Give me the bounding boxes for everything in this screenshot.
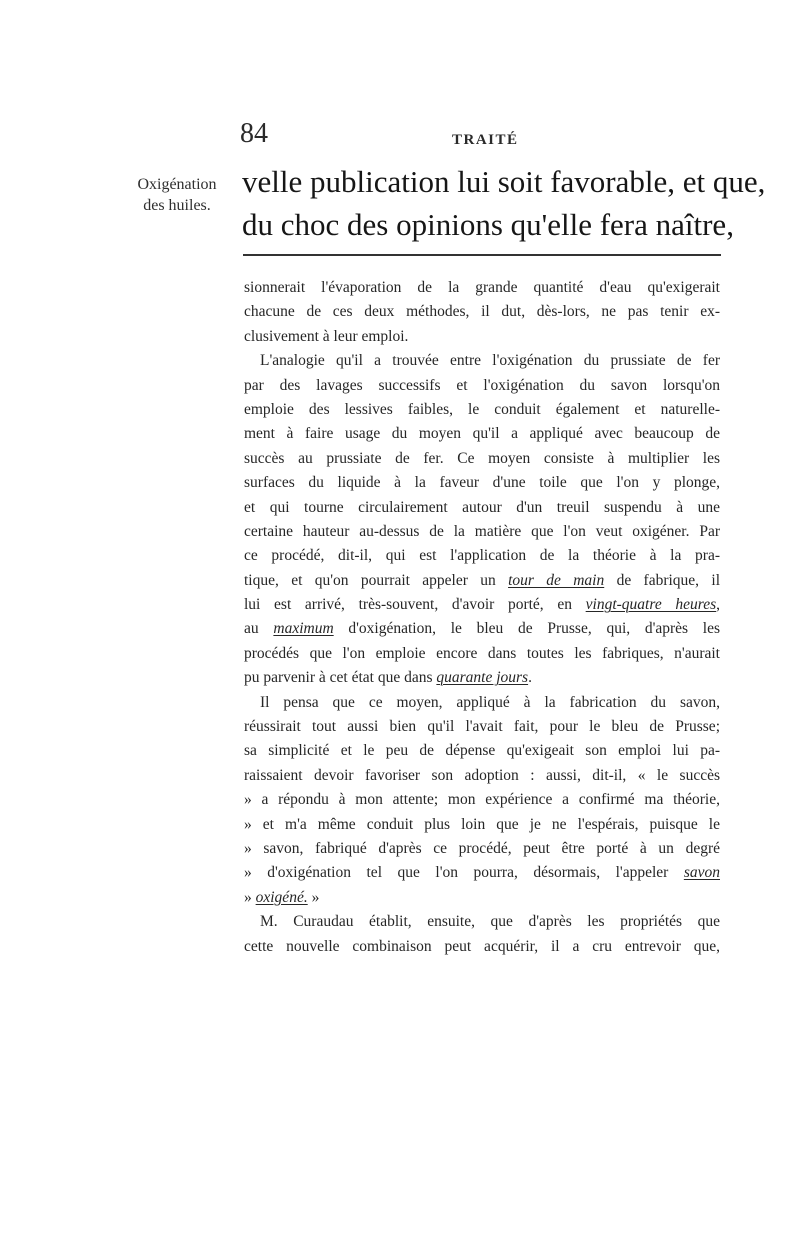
text-line — [244, 617, 720, 641]
text-segment: d'oxigénation, le bleu de Prusse, qui, d'après les — [348, 620, 720, 638]
text-line — [244, 886, 720, 910]
text-segment: de fabrique, il — [616, 571, 720, 589]
text-line: par des lavages successifs et l'oxigénation du savon lorsqu'on — [244, 376, 720, 394]
previous-page-fragment — [242, 160, 766, 246]
text-line: raissaient devoir favoriser son adoption : aussi, dit-il, « le succès — [244, 766, 720, 784]
text-line: succès au prussiate de fer. Ce moyen consiste à multiplier les — [244, 449, 720, 467]
text-segment: au — [244, 620, 259, 638]
text-line — [244, 666, 720, 690]
italic-phrase: maximum — [273, 620, 334, 638]
text-line: M. Curaudau établit, ensuite, que d'après les propriétés que — [260, 913, 720, 931]
running-title: TRAITÉ — [452, 132, 519, 148]
margin-note-line-2: des huiles. — [143, 197, 211, 214]
text-line: sa simplicité et le peu de dépense qu'exigeait son emploi lui pa- — [244, 742, 720, 760]
text-segment: lui est arrivé, très-souvent, d'avoir porté, en — [244, 596, 572, 614]
text-line: certaine hauteur au-dessus de la matière que l'on veut oxigéner. Par — [244, 522, 720, 540]
text-line: chacune de ces deux méthodes, il dut, dès-lors, ne pas tenir ex- — [244, 303, 720, 321]
text-line: Il pensa que ce moyen, appliqué à la fabrication du savon, — [260, 693, 720, 711]
text-line: surfaces du liquide à la faveur d'une toile que l'on y plonge, — [244, 474, 720, 492]
text-line: et qui tourne circulairement autour d'un treuil suspendu à une — [244, 498, 720, 516]
italic-phrase: vingt-quatre heures — [585, 596, 717, 614]
text-line: réussirait tout aussi bien qu'il l'avait fait, pour le bleu de Prusse; — [244, 718, 720, 736]
text-segment: , — [716, 596, 720, 614]
text-line: » et m'a même conduit plus loin que je ne l'espérais, puisque le — [244, 815, 720, 833]
text-line: » savon, fabriqué d'après ce procédé, peut être porté à un degré — [244, 839, 720, 857]
margin-note-line-1: Oxigénation — [137, 176, 217, 193]
body-text — [244, 276, 720, 959]
text-line: procédés que l'on emploie encore dans toutes les fabriques, n'aurait — [244, 644, 720, 662]
separator-rule — [243, 254, 721, 256]
text-line — [244, 861, 720, 885]
margin-note — [118, 174, 236, 216]
fragment-line-2: du choc des opinions qu'elle fera naître, — [242, 207, 734, 242]
text-line: » a répondu à mon attente; mon expérience a confirmé ma théorie, — [244, 791, 720, 809]
italic-phrase: savon — [683, 864, 720, 882]
text-segment: tique, et qu'on pourrait appeler un — [244, 571, 496, 589]
text-line: clusivement à leur emploi. — [244, 327, 409, 345]
text-segment: » d'oxigénation tel que l'on pourra, désormais, l'appeler — [244, 864, 669, 882]
italic-phrase: oxigéné. — [255, 888, 308, 906]
text-line: L'analogie qu'il a trouvée entre l'oxigénation du prussiate de fer — [260, 352, 720, 370]
text-segment: » — [244, 888, 252, 906]
text-line: sionnerait l'évaporation de la grande quantité d'eau qu'exigerait — [244, 279, 720, 296]
text-line — [244, 569, 720, 593]
text-segment: » — [311, 888, 320, 906]
text-line — [244, 593, 720, 617]
text-line: ce procédé, dit-il, qui est l'application de la théorie à la pra- — [244, 547, 720, 565]
fragment-line-1: velle publication lui soit favorable, et que, — [242, 164, 766, 199]
text-line: ment à faire usage du moyen qu'il a appliqué avec beaucoup de — [244, 425, 720, 443]
page-number: 84 — [240, 118, 268, 149]
text-line: cette nouvelle combinaison peut acquérir, il a cru entrevoir que, — [244, 937, 720, 955]
text-line: emploie des lessives faibles, le conduit également et naturelle- — [244, 400, 720, 418]
italic-phrase: tour de main — [508, 571, 605, 589]
text-segment: pu parvenir à cet état que dans — [244, 669, 433, 687]
italic-phrase: quarante jours — [436, 669, 529, 687]
text-segment: . — [528, 669, 532, 687]
